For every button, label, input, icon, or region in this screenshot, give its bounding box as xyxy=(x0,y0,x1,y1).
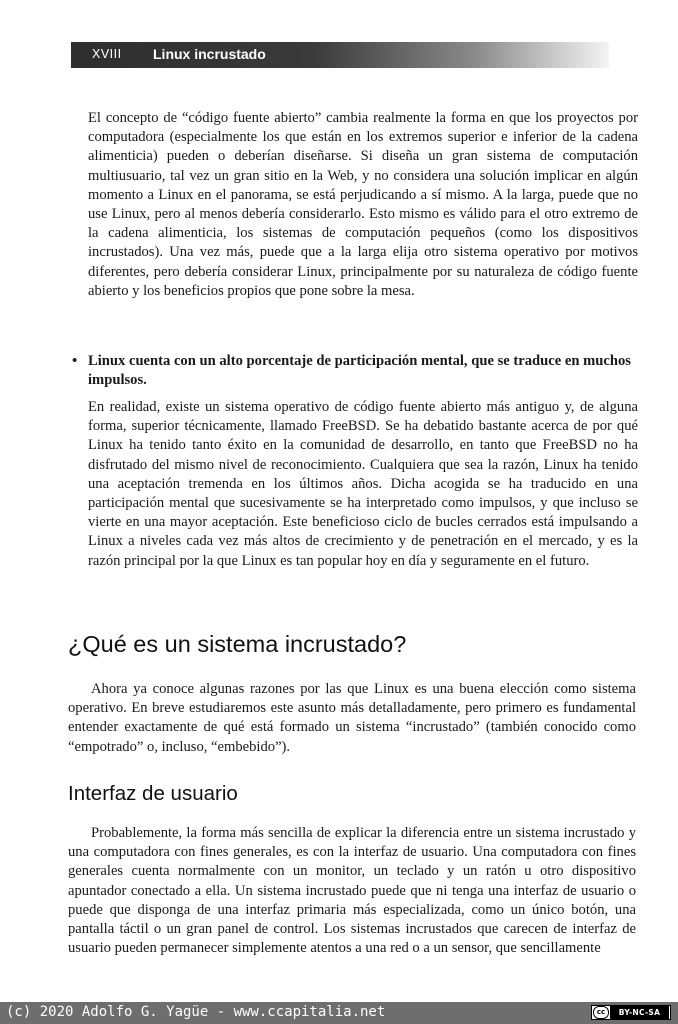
footer-credit: (c) 2020 Adolfo G. Yagüe - www.ccapitalia.net xyxy=(6,1004,386,1020)
license-label: BY-NC-SA xyxy=(610,1006,669,1019)
running-header-band xyxy=(71,42,609,68)
body-paragraph: El concepto de “código fuente abierto” cambia realmente la forma en que los proyectos por computadora (especialmente los que están en los extremos superior e inferior de la cadena alimenticia) pueden o deberían diseñarse. Si diseña un gran sistema de computación multiusuario, tal vez un gran sitio en la Web, y no considera una solución implicar en algún momento a Linux en el panorama, se está perjudicando a sí mismo. A la larga, puede que no use Linux, pero al menos debería considerarlo. Esto mismo es válido para el otro extremo de la cadena alimenticia, los sistemas de computación pequeños (como los dispositivos incrustados). Una vez más, puede que a la larga elija otro sistema operativo por motivos diferentes, pero debería considerar Linux, principalmente por su naturaleza de código fuente abierto y los beneficios propios que pone sobre la mesa. xyxy=(88,110,638,299)
subsection-heading: Interfaz de usuario xyxy=(68,782,238,805)
cc-license-badge xyxy=(591,1005,671,1020)
section-heading: ¿Qué es un sistema incrustado? xyxy=(68,631,407,657)
chapter-title: Linux incrustado xyxy=(153,46,266,62)
bullet-icon: • xyxy=(72,353,78,369)
bullet-heading: Linux cuenta con un alto porcentaje de participación mental, que se traduce en muchos impulsos. xyxy=(88,353,631,389)
body-paragraph: Probablemente, la forma más sencilla de explicar la diferencia entre un sistema incrustado y una computadora con fines generales, es con la interfaz de usuario. Una computadora con fines generales cuenta normalmente con un monitor, un teclado y un ratón u otro dispositivo apuntador conectado a ella. Un sistema incrustado puede que ni tenga una interfaz de usuario o puede que disponga de una interfaz primaria más especializada, como un único botón, una pantalla táctil o un gran panel de control. Los sistemas incrustados que carecen de interfaz de usuario pueden permanecer simplemente atentos a una red o a un sensor, que sencillamente xyxy=(68,825,636,957)
creative-commons-icon: cc xyxy=(593,1006,609,1019)
body-paragraph: Ahora ya conoce algunas razones por las que Linux es una buena elección como sistema operativo. En breve estudiaremos este asunto más detalladamente, pero primero es fundamental entender exactamente de qué está formado un sistema “incrustado” (también conocido como “empotrado” o, incluso, “embebido”). xyxy=(68,681,636,755)
body-paragraph: En realidad, existe un sistema operativo de código fuente abierto más antiguo y, de alguna forma, superior técnicamente, llamado FreeBSD. Se ha debatido bastante acerca de por qué Linux ha tenido tanto éxito en la comunidad de desarrollo, en tanto que FreeBSD no ha disfrutado del mismo nivel de reconocimiento. Cualquiera que sea la razón, Linux ha tenido una aceptación tremenda en los últimos años. Dicha acogida se ha traducido en una participación mental que sucesivamente se ha interpretado como impulsos, y que incluso se vierte en una mayor aceptación. Este beneficioso ciclo de bucles cerrados está impulsando a Linux a niveles cada vez más altos de crecimiento y de penetración en el mercado, y es la razón principal por la que Linux es tan popular hoy en día y seguramente en el futuro. xyxy=(88,399,638,569)
page-number: XVIII xyxy=(92,47,122,61)
